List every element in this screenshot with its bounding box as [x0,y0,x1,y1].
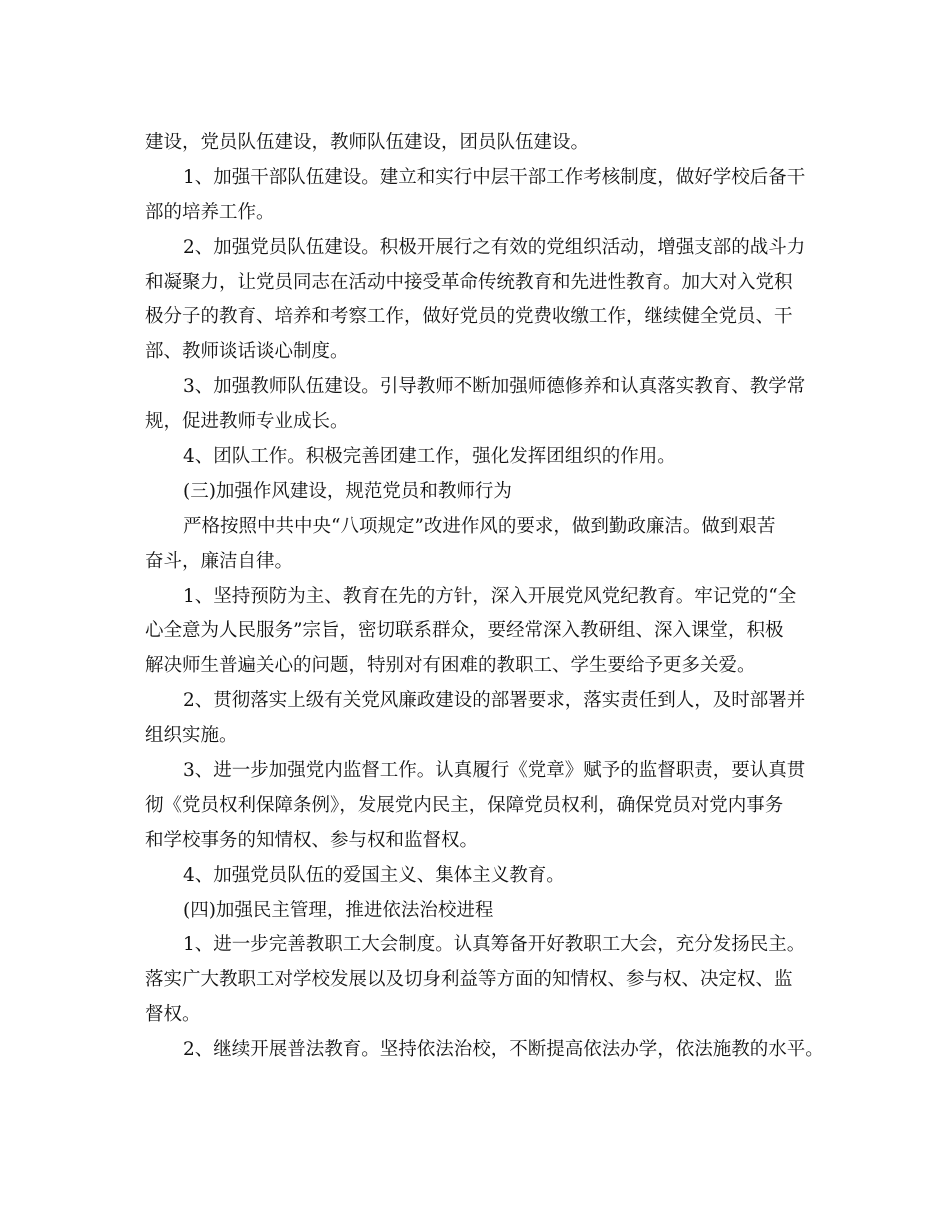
text-line: 彻《党员权利保障条例》，发展党内民主，保障党员权利，确保党员对党内事务 [145,794,784,816]
text-line: 心全意为人民服务”宗旨，密切联系群众，要经常深入教研组、深入课堂，积极 [145,620,784,642]
text-line: 1、加强干部队伍建设。建立和实行中层干部工作考核制度，做好学校后备干 [183,166,806,188]
text-line: 建设，党员队伍建设，教师队伍建设，团员队伍建设。 [145,132,590,153]
text-line: 组织实施。 [145,725,238,747]
text-line: (四)加强民主管理，推进依法治校进程 [183,899,494,921]
text-line: 2、贯彻落实上级有关党风廉政建设的部署要求，落实责任到人，及时部署并 [183,690,806,712]
text-line: 和凝聚力，让党员同志在活动中接受革命传统教育和先进性教育。加大对入党积 [145,271,793,293]
text-line: 规，促进教师专业成长。 [145,411,349,433]
text-line: 督权。 [145,1004,201,1026]
text-line: 1、进一步完善教职工大会制度。认真筹备开好教职工大会，充分发扬民主。 [183,934,806,956]
text-line: 2、加强党员队伍建设。积极开展行之有效的党组织活动，增强支部的战斗力 [183,236,806,258]
text-line: 严格按照中共中央“八项规定”改进作风的要求，做到勤政廉洁。做到艰苦 [183,515,776,537]
text-line: 奋斗，廉洁自律。 [145,550,294,572]
text-line: 解决师生普遍关心的问题，特别对有困难的教职工、学生要给予更多关爱。 [145,655,756,677]
text-line: 4、团队工作。积极完善团建工作，强化发挥团组织的作用。 [183,446,676,468]
text-line: 4、加强党员队伍的爱国主义、集体主义教育。 [183,864,565,886]
text-line: 极分子的教育、培养和考察工作，做好党员的党费收缴工作，继续健全党员、干 [145,306,793,328]
text-line: 3、进一步加强党内监督工作。认真履行《党章》赋予的监督职责，要认真贯 [183,760,806,782]
text-line: 1、坚持预防为主、教育在先的方针，深入开展党风党纪教育。牢记党的“全 [183,585,797,607]
text-line: 和学校事务的知情权、参与权和监督权。 [145,829,479,851]
text-line: 部、教师谈话谈心制度。 [145,341,349,363]
document-body [145,126,825,1068]
text-line: 3、加强教师队伍建设。引导教师不断加强师德修养和认真落实教育、教学常 [183,376,806,398]
text-line: 2、继续开展普法教育。坚持依法治校，不断提高依法办学，依法施教的水平。 [183,1039,824,1061]
text-line: (三)加强作风建设，规范党员和教师行为 [183,480,512,502]
text-line: 部的培养工作。 [145,201,275,223]
text-line: 落实广大教职工对学校发展以及切身利益等方面的知情权、参与权、决定权、监 [145,969,793,991]
